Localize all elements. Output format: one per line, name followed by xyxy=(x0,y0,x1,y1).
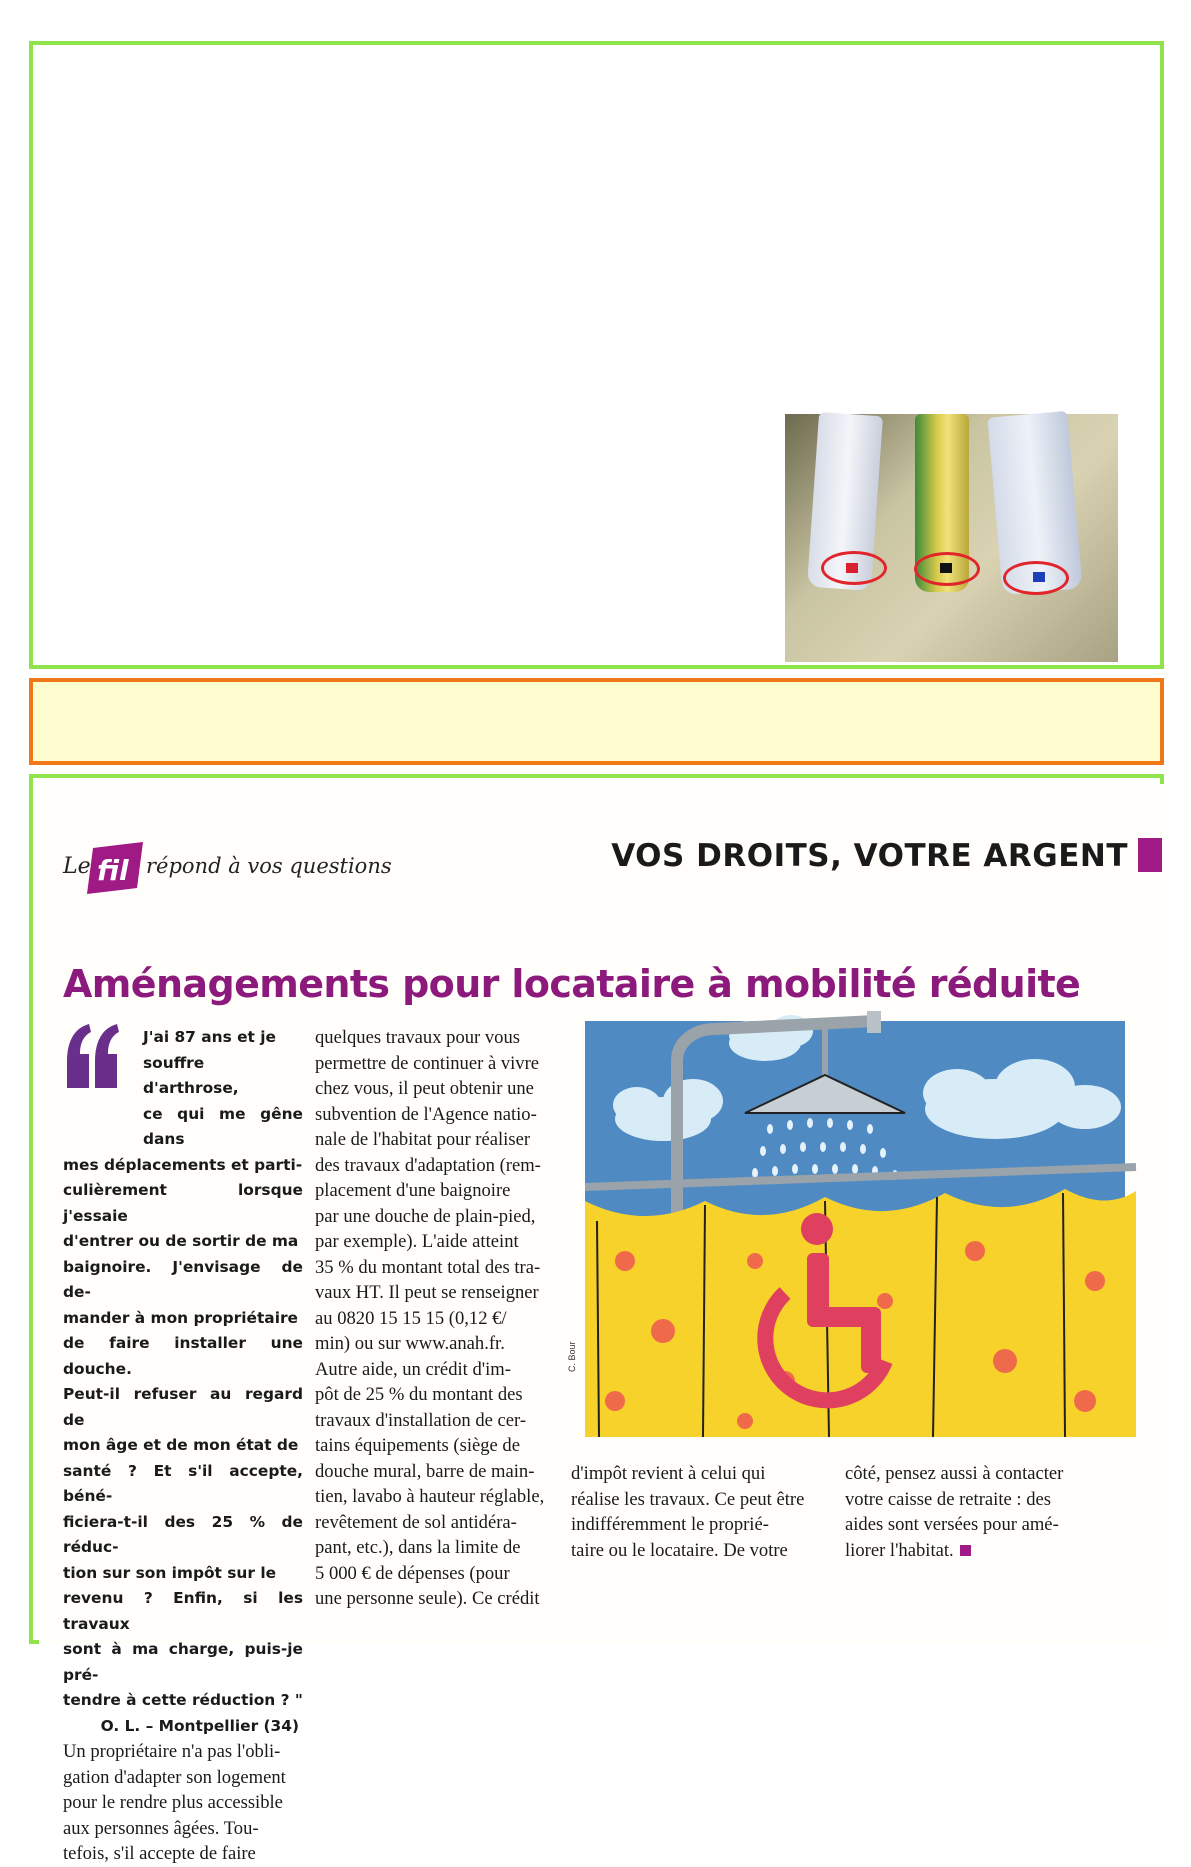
question-line: Peut-il refuser au regard de xyxy=(63,1385,303,1429)
answer-line: pôt de 25 % du montant des xyxy=(315,1384,523,1405)
answer-line: 35 % du montant total des tra- xyxy=(315,1256,541,1278)
brand-logo-text: fil xyxy=(97,854,129,887)
question-line: tendre à cette réduction ? " xyxy=(63,1691,303,1709)
answer-line: chez vous, il peut obtenir une xyxy=(315,1078,534,1099)
answer-line: pant, etc.), dans la limite de xyxy=(315,1537,521,1558)
question-line: ficiera-t-il des 25 % de réduc- xyxy=(63,1512,303,1556)
answer-line: aides sont versées pour amé- xyxy=(845,1514,1059,1535)
magazine-page xyxy=(39,784,1164,1864)
question-line: mes déplacements et parti- xyxy=(63,1155,303,1174)
answer-line: au 0820 15 15 15 (0,12 €/ xyxy=(315,1307,507,1329)
answer-line: une personne seule). Ce crédit xyxy=(315,1588,540,1609)
brand-prefix: Le xyxy=(63,854,91,879)
question-line: ce qui me gêne dans xyxy=(143,1104,303,1148)
answer-line: revêtement de sol antidéra- xyxy=(315,1511,517,1533)
section-square xyxy=(1138,838,1162,872)
empty-banner xyxy=(29,678,1164,765)
section-title: VOS DROITS, VOTRE ARGENT xyxy=(611,838,1128,874)
answer-line: pour le rendre plus accessible xyxy=(63,1792,283,1813)
answer-line: douche mural, barre de main- xyxy=(315,1460,535,1482)
answer-line: aux personnes âgées. Tou- xyxy=(63,1817,259,1839)
question-line: baignoire. J'envisage de de- xyxy=(63,1257,303,1301)
answer-line: d'impôt revient à celui qui xyxy=(571,1463,766,1484)
answer-line: votre caisse de retraite : des xyxy=(845,1488,1051,1510)
answer-line: taire ou le locataire. De votre xyxy=(571,1539,788,1561)
question-line: sont à ma charge, puis-je pré- xyxy=(63,1640,303,1684)
question-text xyxy=(63,1025,303,1714)
column-2 xyxy=(315,1025,565,1612)
answer-line: indifféremment le proprié- xyxy=(571,1514,769,1535)
answer-line: réalise les travaux. Ce peut être xyxy=(571,1488,805,1510)
article-frame xyxy=(29,774,1164,1864)
question-line: mon âge et de mon état de xyxy=(63,1436,299,1454)
answer-line: tains équipements (siège de xyxy=(315,1435,520,1456)
question-line: culièrement lorsque j'essaie xyxy=(63,1181,303,1225)
fil-logo-icon xyxy=(85,842,145,894)
question-line: d'entrer ou de sortir de ma xyxy=(63,1232,299,1250)
answer-line: subvention de l'Agence natio- xyxy=(315,1103,537,1125)
brand-suffix: répond à vos questions xyxy=(146,854,392,878)
answer-line: travaux d'installation de cer- xyxy=(315,1409,527,1431)
answer-line: nale de l'habitat pour réaliser xyxy=(315,1129,531,1150)
answer-line xyxy=(845,1538,1095,1564)
column-3 xyxy=(571,1461,819,1563)
answer-line: min) ou sur www.anah.fr. xyxy=(315,1333,505,1354)
question-line: de faire installer une douche. xyxy=(63,1334,303,1378)
question-signature: O. L. – Montpellier (34) xyxy=(100,1716,299,1735)
answer-line: vaux HT. Il peut se renseigner xyxy=(315,1282,539,1303)
answer-last-line: liorer l'habitat. xyxy=(845,1539,954,1561)
answer-line: tien, lavabo à hauteur réglable, xyxy=(315,1486,545,1507)
illustration-credit: C. Bour xyxy=(567,1341,577,1372)
question-line: mander à mon propriétaire xyxy=(63,1308,299,1327)
answer-line: par une douche de plain-pied, xyxy=(315,1205,536,1227)
answer-line: tefois, s'il accepte de faire xyxy=(63,1843,256,1864)
column-4 xyxy=(845,1461,1095,1563)
answer-line: par exemple). L'aide atteint xyxy=(315,1231,519,1252)
question-line: revenu ? Enfin, si les travaux xyxy=(63,1589,303,1633)
question-line: souffre d'arthrose, xyxy=(143,1053,239,1097)
answer-line: Autre aide, un crédit d'im- xyxy=(315,1358,511,1380)
question-line: tion sur son impôt sur le xyxy=(63,1563,277,1582)
headline: Aménagements pour locataire à mobilité réduite xyxy=(63,962,1081,1006)
answer-col1 xyxy=(63,1739,303,1867)
answer-line: 5 000 € de dépenses (pour xyxy=(315,1562,510,1584)
answer-line: côté, pensez aussi à contacter xyxy=(845,1463,1064,1484)
column-1 xyxy=(63,1025,303,1867)
question-line: santé ? Et s'il accepte, béné- xyxy=(63,1461,303,1505)
answer-line: quelques travaux pour vous xyxy=(315,1027,521,1048)
answer-line: Un propriétaire n'a pas l'obli- xyxy=(63,1741,281,1762)
toothpaste-photo xyxy=(785,414,1118,662)
end-mark xyxy=(960,1545,971,1556)
answer-line: des travaux d'adaptation (rem- xyxy=(315,1154,541,1176)
answer-line: permettre de continuer à vivre xyxy=(315,1052,540,1074)
shower-illustration xyxy=(585,1001,1136,1437)
answer-line: gation d'adapter son logement xyxy=(63,1766,286,1788)
question-line: J'ai 87 ans et je xyxy=(143,1028,276,1046)
answer-line: placement d'une baignoire xyxy=(315,1180,511,1201)
